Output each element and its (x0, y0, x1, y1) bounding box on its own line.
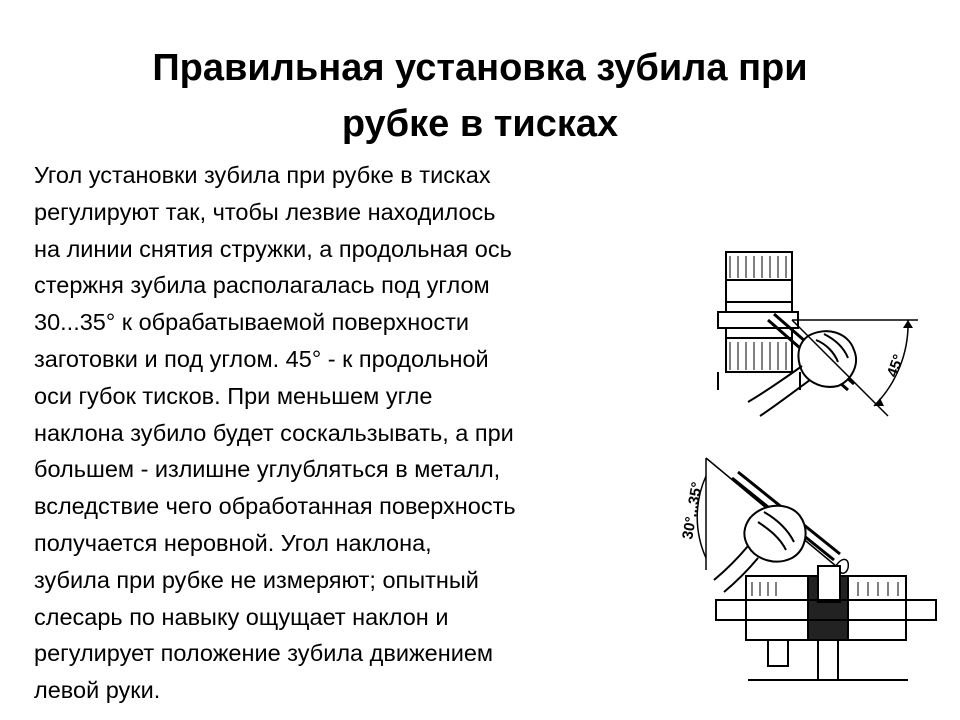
body-line: оси губок тисков. При меньшем угле (34, 382, 433, 409)
chisel-illustration (679, 240, 948, 710)
body-paragraph (34, 157, 634, 709)
body-line: стержня зубила располагалась под углом (34, 272, 490, 299)
body-line: 30...35° к обрабатываемой поверхности (34, 309, 469, 336)
body-line: регулируют так, чтобы лезвие находилось (34, 198, 496, 225)
slide-title-line-1: Правильная установка зубила при (152, 47, 808, 89)
body-line: вследствие чего обработанная поверхность (34, 493, 516, 520)
body-line: на линии снятия стружки, а продольная ось (34, 235, 512, 262)
slide-title-line-2: рубке в тисках (341, 103, 619, 145)
body-line: зубила при рубке не измеряют; опытный (34, 566, 479, 593)
body-line: наклона зубило будет соскальзывать, а при (34, 419, 514, 446)
chisel-drawing (679, 240, 948, 710)
top-angle-label: 45° (883, 352, 908, 380)
body-line: слесарь по навыку ощущает наклон и (34, 603, 449, 630)
top-view-drawing (718, 252, 918, 416)
body-line: большем - излишне углубляться в металл, (34, 456, 501, 483)
bottom-angle-label: 30°...35° (679, 480, 706, 541)
body-line: Угол установки зубила при рубке в тисках (34, 162, 491, 188)
slide-title (60, 40, 900, 152)
body-line: регулирует положение зубила движением (34, 640, 494, 667)
bottom-view-drawing (697, 458, 936, 680)
body-line: левой руки. (34, 677, 161, 704)
body-line: заготовки и под углом. 45° - к продольной (34, 345, 489, 372)
body-line: получается неровной. Угол наклона, (34, 529, 432, 556)
